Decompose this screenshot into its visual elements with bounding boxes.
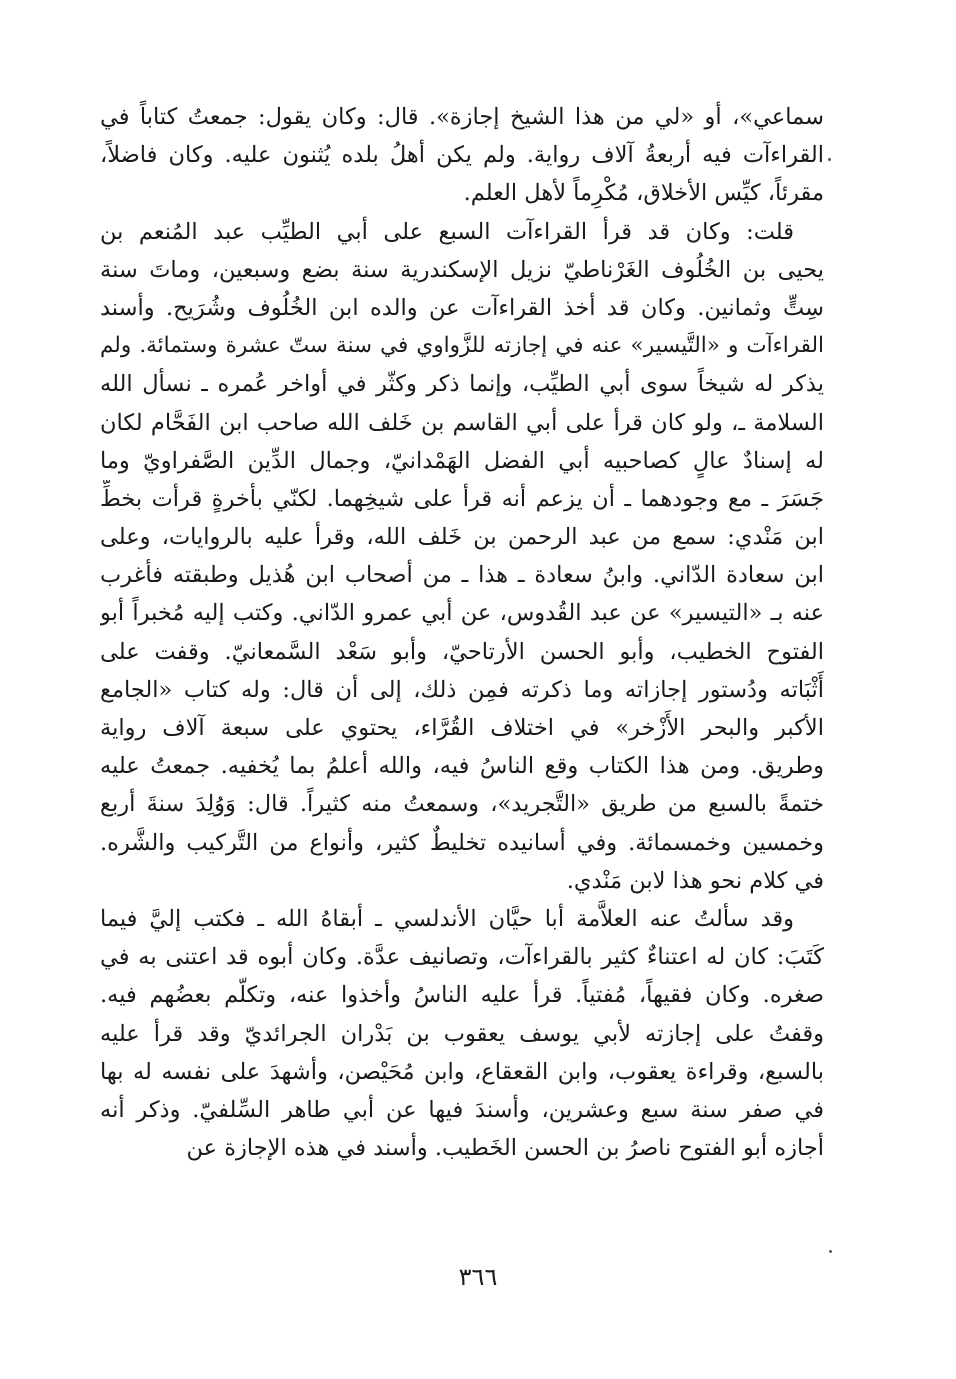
text-line: جَسَرَ ـ مع وجودهما ـ أن يزعم أنه قرأ على شيخِهما. لكنّي بأخرةٍ قرأت بخطِّ	[100, 485, 824, 512]
text-line: القراءآت و «التَّيسير» عنه في إجازته للزَّواوي في سنة ستّ عشرة وستمائة. ولم	[100, 333, 824, 359]
page-body-text	[100, 98, 824, 1167]
text-line: السلامة ـ، ولو كان قرأ على أبي القاسم بن خَلف الله صاحب ابن الفَحَّام لكان	[100, 409, 824, 436]
text-line: الأكبر والبحر الأَزْخر» في اختلاف القُرَّاء، يحتوي على سبعة آلاف رواية	[100, 715, 824, 741]
text-line: ابن سعادة الدّاني. وابنُ سعادة ـ هذا ـ من أصحاب ابن هُذيل وطبقته فأغرب	[100, 562, 824, 589]
text-line: قلت: وكان قد قرأ القراءآت السبع على أبي الطيِّب عبد المُنعم بن	[100, 218, 794, 245]
text-line: وخمسين وخمسمائة. وفي أسانيده تخليطٌ كثير، وأنواع من التَّركيب والشَّره.	[100, 829, 824, 856]
text-line: أجازه أبو الفتوح ناصرُ بن الحسن الخَطيب. وأسند في هذه الإجازة عن	[186, 1135, 824, 1162]
scan-speck	[829, 1250, 832, 1253]
text-line: عنه بـ «التيسير» عن عبد القُدوس، عن أبي عمرو الدّاني. وكتب إليه مُخبراً أبو	[100, 600, 824, 627]
text-line: بالسبع، وقراءة يعقوب، وابن القعقاع، وابن مُحَيْصن، وأشهدَ على نفسه له بها	[100, 1058, 824, 1085]
text-line: ختمةً بالسبع من طريق «التَّجريد»، وسمعتُ منه كثيراً. قال: وَوُلِدَ سنةَ أربع	[100, 791, 824, 818]
text-line: سماعي»، أو «لي من هذا الشيخ إجازة». قال: وكان يقول: جمعتُ كتاباً في	[100, 104, 824, 130]
text-line: صغره. وكان فقيهاً، مُفتياً. قرأ عليه الناسُ وأخذوا عنه، وتكلّم بعضُهم فيه.	[100, 982, 824, 1009]
text-line: القراءآت فيه أربعةُ آلاف رواية. ولم يكن أهلُ بلده يُثنون عليه. وكان فاضلاً،	[100, 142, 824, 169]
text-line: له إسنادٌ عالٍ كصاحبيه أبي الفضل الهَمْدانيّ، وجمال الدِّين الصَّفراويّ وما	[100, 447, 824, 474]
text-line: وقد سألتُ عنه العلاَّمة أبا حيَّان الأندلسي ـ أبقاهُ الله ـ فكتب إليَّ فيما	[100, 905, 794, 932]
text-line: كَتَبَ: كان له اعتناءٌ كثير بالقراءآت، وتصانيف عدَّة. وكان أبوه قد اعتنى به في	[100, 944, 824, 971]
text-line: الفتوح الخطيب، وأبو الحسن الأرتاحيّ، وأبو سَعْد السَّمعانيّ. وقفت على	[100, 638, 824, 665]
text-line: سِتٍّ وثمانين. وكان قد أخذ القراءآت عن والده ابن الخُلُوف وشُرَيح. وأسند	[100, 294, 824, 321]
text-line: أَثْبَاته ودُستور إجازاته وما ذكرته فمِن ذلك، إلى أن قال: وله كتاب «الجامع	[100, 676, 824, 703]
text-line: وقفتُ على إجازته لأبي يوسف يعقوب بن بَدْران الجرائديّ وقد قرأ عليه	[100, 1020, 824, 1047]
text-line: يحيى بن الخُلُوف الغَرْناطيّ نزيل الإسكندرية سنة بضع وسبعين، وماتَ سنة	[100, 256, 824, 283]
text-line: في صفر سنة سبع وعشرين، وأسندَ فيها عن أبي طاهر السِّلفيّ. وذكر أنه	[100, 1096, 824, 1123]
scan-speck	[828, 158, 831, 161]
text-line: يذكر له شيخاً سوى أبي الطيِّب، وإنما ذكر وكثّر في أواخر عُمره ـ نسأل الله	[100, 371, 824, 398]
text-line: وطريق. ومن هذا الكتاب وقع الناسُ فيه، والله أعلمُ بما يُخفيه. جمعتُ عليه	[100, 753, 824, 780]
text-line: في كلام نحو هذا لابن مَنْدي.	[566, 867, 824, 894]
page-number: ٣٦٦	[458, 1263, 498, 1291]
text-line: ابن مَنْدي: سمع من عبد الرحمن بن خَلف الله، وقرأ عليه بالروايات، وعلى	[100, 524, 824, 551]
text-line: مقرئاً، كيِّس الأخلاق، مُكْرِماً لأهل العلم.	[463, 180, 824, 207]
